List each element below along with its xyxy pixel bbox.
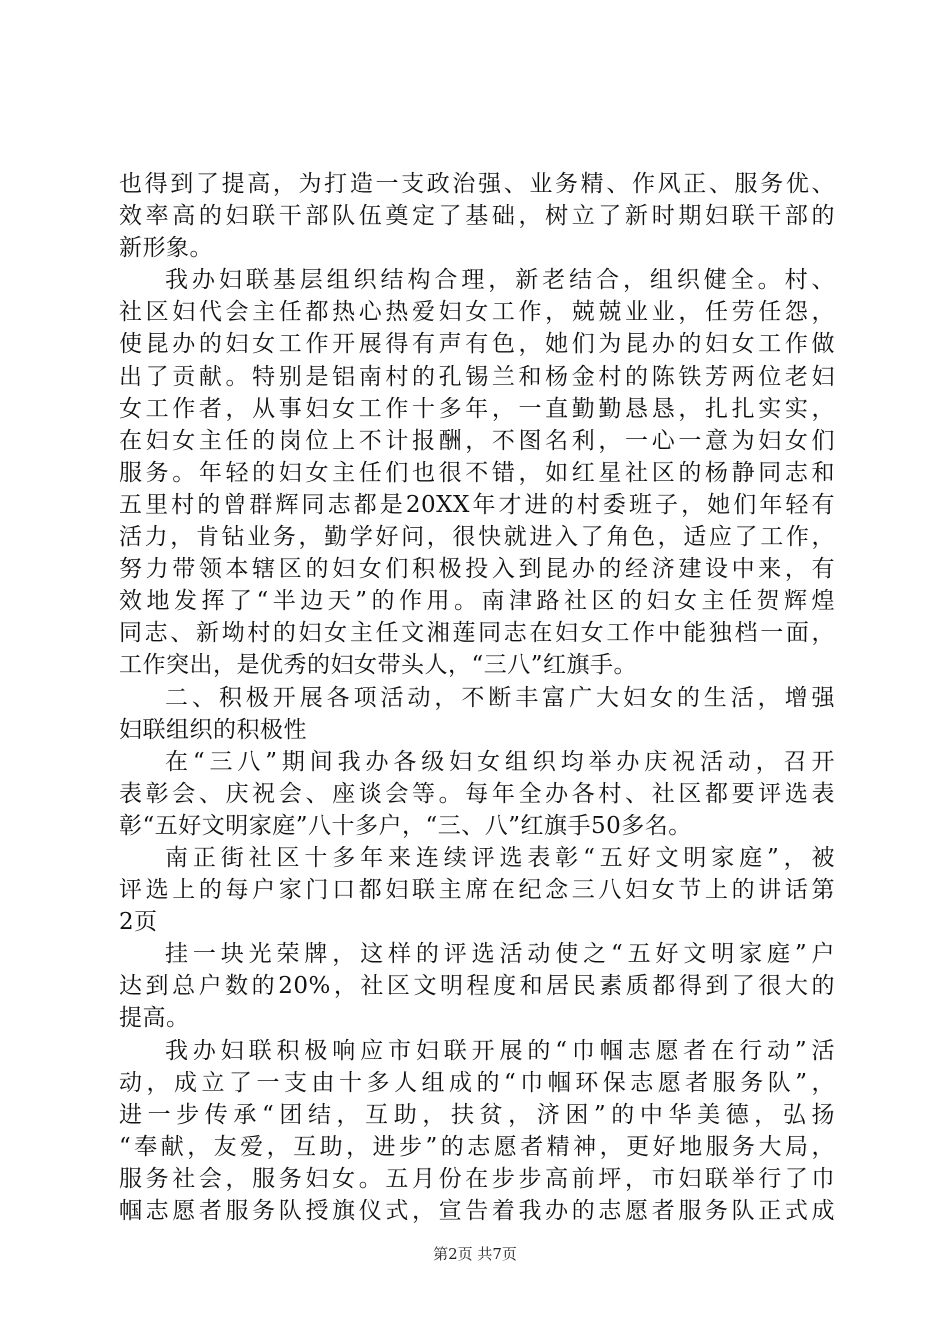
- text-line: 在“三八”期间我办各级妇女组织均举办庆祝活动，召开: [165, 748, 835, 775]
- text-line: 表彰会、庆祝会、座谈会等。每年全办各村、社区都要评选表: [119, 780, 835, 807]
- body-text: [119, 168, 835, 1227]
- text-line: 提高。: [119, 1005, 190, 1032]
- text-line: 评选上的每户家门口都妇联主席在纪念三八妇女节上的讲话第: [119, 877, 835, 904]
- text-line: 进一步传承“团结，互助，扶贫，济困”的中华美德，弘扬: [119, 1101, 835, 1128]
- text-line: 2页: [119, 909, 158, 936]
- text-line: 在妇女主任的岗位上不计报酬，不图名利，一心一意为妇女们: [119, 427, 835, 454]
- text-line: 女工作者，从事妇女工作十多年，一直勤勤恳恳，扎扎实实，: [119, 395, 835, 422]
- text-line: 妇联组织的积极性: [119, 716, 307, 743]
- text-line: “奉献，友爱，互助，进步”的志愿者精神，更好地服务大局，: [119, 1133, 835, 1160]
- text-line: 出了贡献。特别是铝南村的孔锡兰和杨金村的陈铁芳两位老妇: [119, 363, 835, 390]
- page-footer: 第2页 共7页: [433, 1245, 517, 1263]
- text-line: 效率高的妇联干部队伍奠定了基础，树立了新时期妇联干部的: [119, 203, 835, 230]
- text-line: 同志、新坳村的妇女主任文湘莲同志在妇女工作中能独档一面，: [119, 620, 835, 647]
- text-line: 我办妇联基层组织结构合理，新老结合，组织健全。村、: [165, 267, 835, 294]
- text-line: 二、积极开展各项活动，不断丰富广大妇女的生活，增强: [165, 684, 835, 711]
- text-line: 五里村的曾群辉同志都是20XX年才进的村委班子，她们年轻有: [119, 491, 835, 518]
- text-line: 动，成立了一支由十多人组成的“巾帼环保志愿者服务队”，: [119, 1069, 835, 1096]
- text-line: 彰“五好文明家庭”八十多户，“三、八”红旗手50多名。: [119, 812, 692, 839]
- text-line: 帼志愿者服务队授旗仪式，宣告着我办的志愿者服务队正式成: [119, 1198, 835, 1224]
- text-line: 南正街社区十多年来连续评选表彰“五好文明家庭”，被: [165, 844, 835, 871]
- text-line: 我办妇联积极响应市妇联开展的“巾帼志愿者在行动”活: [165, 1037, 835, 1064]
- text-line: 也得到了提高，为打造一支政治强、业务精、作风正、服务优、: [119, 171, 835, 197]
- text-line: 效地发挥了“半边天”的作用。南津路社区的妇女主任贺辉煌: [119, 588, 835, 615]
- text-line: 社区妇代会主任都热心热爱妇女工作，兢兢业业，任劳任怨，: [119, 299, 835, 326]
- text-line: 服务社会，服务妇女。五月份在步步高前坪，市妇联举行了巾: [119, 1165, 835, 1192]
- text-line: 活力，肯钻业务，勤学好问，很快就进入了角色，适应了工作，: [119, 524, 835, 551]
- text-line: 工作突出，是优秀的妇女带头人，“三八”红旗手。: [119, 652, 638, 679]
- text-line: 新形象。: [119, 235, 213, 262]
- text-line: 服务。年轻的妇女主任们也很不错，如红星社区的杨静同志和: [119, 459, 835, 486]
- text-line: 努力带领本辖区的妇女们积极投入到昆办的经济建设中来，有: [119, 556, 835, 583]
- text-line: 挂一块光荣牌，这样的评选活动使之“五好文明家庭”户: [165, 941, 835, 968]
- text-line: 达到总户数的20%，社区文明程度和居民素质都得到了很大的: [119, 973, 835, 1000]
- text-line: 使昆办的妇女工作开展得有声有色，她们为昆办的妇女工作做: [119, 331, 835, 358]
